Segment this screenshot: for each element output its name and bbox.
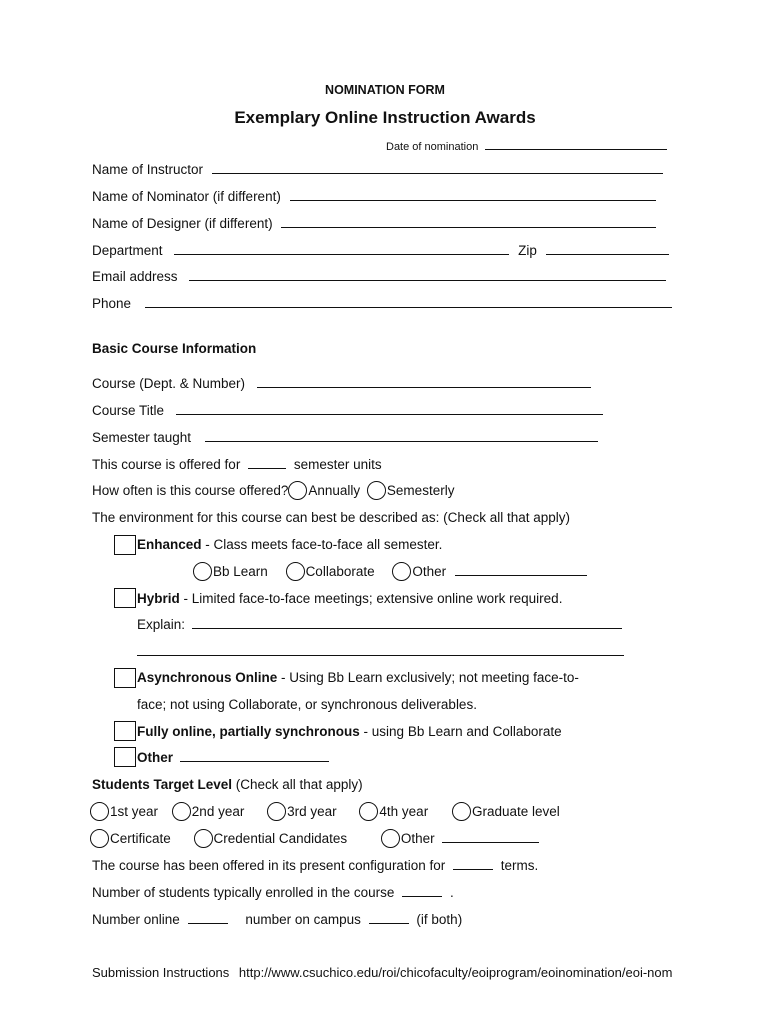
collaborate-label: Collaborate bbox=[305, 564, 375, 580]
async-checkbox[interactable] bbox=[114, 668, 136, 688]
other-env-checkbox[interactable] bbox=[114, 747, 136, 767]
units-field[interactable] bbox=[248, 456, 286, 469]
phone-label: Phone bbox=[92, 296, 132, 311]
config-row bbox=[92, 857, 538, 875]
enrolled-field[interactable] bbox=[402, 884, 442, 897]
certificate-label: Certificate bbox=[110, 831, 171, 847]
instructor-row bbox=[92, 161, 663, 179]
designer-row bbox=[92, 215, 656, 233]
instructor-label: Name of Instructor bbox=[92, 162, 204, 177]
campus-field[interactable] bbox=[369, 911, 409, 924]
course-title-label: Course Title bbox=[92, 403, 165, 418]
students-row-2 bbox=[90, 830, 539, 849]
designer-field[interactable] bbox=[281, 215, 656, 228]
enhanced-other-radio[interactable] bbox=[392, 562, 411, 581]
explain-row-2 bbox=[137, 643, 624, 661]
enhanced-row bbox=[137, 536, 442, 554]
phone-field[interactable] bbox=[145, 295, 672, 308]
config-field[interactable] bbox=[453, 857, 493, 870]
date-field[interactable] bbox=[485, 137, 667, 150]
students-row-1 bbox=[90, 803, 560, 822]
async-desc: - Using Bb Learn exclusively; not meeting face-to- bbox=[277, 670, 579, 685]
first-year-label: 1st year bbox=[110, 804, 159, 820]
first-year-radio[interactable] bbox=[90, 802, 109, 821]
annually-label: Annually bbox=[308, 483, 361, 499]
online-label: Number online bbox=[92, 912, 180, 927]
graduate-label: Graduate level bbox=[471, 804, 560, 820]
course-title-field[interactable] bbox=[176, 402, 603, 415]
credential-radio[interactable] bbox=[194, 829, 213, 848]
course-info-heading: Basic Course Information bbox=[92, 341, 257, 356]
second-year-label: 2nd year bbox=[191, 804, 245, 820]
instructor-field[interactable] bbox=[212, 161, 663, 174]
units-suffix: semester units bbox=[293, 457, 382, 472]
enrolled-suffix: . bbox=[449, 885, 454, 900]
department-row bbox=[92, 242, 669, 260]
enrolled-row bbox=[92, 884, 454, 902]
nominator-label: Name of Nominator (if different) bbox=[92, 189, 281, 204]
zip-label: Zip bbox=[518, 243, 537, 258]
units-row bbox=[92, 456, 382, 474]
hybrid-title: Hybrid bbox=[137, 591, 180, 606]
often-label: How often is this course offered? bbox=[92, 483, 289, 499]
date-row bbox=[386, 137, 667, 156]
submission-row bbox=[92, 964, 672, 982]
submission-url[interactable]: http://www.csuchico.edu/roi/chicofaculty/eoiprogram/eoinomination/eoi-nom bbox=[238, 965, 673, 980]
other-env-title: Other bbox=[137, 750, 174, 765]
students-other-field[interactable] bbox=[442, 830, 539, 843]
email-row bbox=[92, 268, 666, 286]
enhanced-other-label: Other bbox=[412, 564, 447, 580]
date-label: Date of nomination bbox=[386, 141, 479, 153]
second-year-radio[interactable] bbox=[172, 802, 191, 821]
zip-field[interactable] bbox=[546, 242, 669, 255]
fourth-year-label: 4th year bbox=[379, 804, 429, 820]
enhanced-checkbox[interactable] bbox=[114, 535, 136, 555]
phone-row bbox=[92, 295, 672, 313]
fully-online-row bbox=[137, 723, 562, 741]
nominator-row bbox=[92, 188, 656, 206]
nominator-field[interactable] bbox=[290, 188, 656, 201]
bb-learn-radio[interactable] bbox=[193, 562, 212, 581]
enrolled-label: Number of students typically enrolled in the course bbox=[92, 885, 395, 900]
campus-label: number on campus bbox=[245, 912, 361, 927]
hybrid-checkbox[interactable] bbox=[114, 588, 136, 608]
certificate-radio[interactable] bbox=[90, 829, 109, 848]
submission-label: Submission Instructions bbox=[92, 965, 230, 980]
page-title: Exemplary Online Instruction Awards bbox=[234, 108, 536, 127]
semesterly-radio[interactable] bbox=[367, 481, 386, 500]
config-label: The course has been offered in its present configuration for bbox=[92, 858, 446, 873]
config-suffix: terms. bbox=[500, 858, 539, 873]
third-year-label: 3rd year bbox=[287, 804, 337, 820]
enhanced-options-row bbox=[193, 563, 587, 582]
explain-field[interactable] bbox=[192, 616, 622, 629]
often-row bbox=[92, 482, 454, 501]
students-heading-row bbox=[92, 776, 363, 794]
other-env-row bbox=[137, 749, 329, 767]
department-label: Department bbox=[92, 243, 163, 258]
collaborate-radio[interactable] bbox=[286, 562, 305, 581]
email-field[interactable] bbox=[189, 268, 666, 281]
course-row bbox=[92, 375, 591, 393]
both-note: (if both) bbox=[416, 912, 463, 927]
async-row bbox=[137, 669, 579, 687]
students-heading-note: (Check all that apply) bbox=[232, 777, 363, 792]
async-title: Asynchronous Online bbox=[137, 670, 278, 685]
online-campus-row bbox=[92, 911, 462, 929]
semesterly-label: Semesterly bbox=[386, 483, 455, 499]
students-heading: Students Target Level bbox=[92, 777, 233, 792]
other-env-field[interactable] bbox=[180, 749, 329, 762]
course-label: Course (Dept. & Number) bbox=[92, 376, 246, 391]
credential-label: Credential Candidates bbox=[213, 831, 348, 847]
students-other-radio[interactable] bbox=[381, 829, 400, 848]
semester-label: Semester taught bbox=[92, 430, 192, 445]
designer-label: Name of Designer (if different) bbox=[92, 216, 273, 231]
explain-label: Explain: bbox=[137, 617, 186, 632]
form-label: NOMINATION FORM bbox=[325, 83, 445, 97]
third-year-radio[interactable] bbox=[267, 802, 286, 821]
semester-row bbox=[92, 429, 598, 447]
online-field[interactable] bbox=[188, 911, 228, 924]
explain-row bbox=[137, 616, 622, 634]
annually-radio[interactable] bbox=[288, 481, 307, 500]
fully-online-title: Fully online, partially synchronous bbox=[137, 724, 360, 739]
fourth-year-radio[interactable] bbox=[359, 802, 378, 821]
units-label: This course is offered for bbox=[92, 457, 241, 472]
enhanced-title: Enhanced bbox=[137, 537, 202, 552]
bb-learn-label: Bb Learn bbox=[213, 564, 268, 580]
enhanced-desc: - Class meets face-to-face all semester. bbox=[201, 537, 443, 552]
course-title-row bbox=[92, 402, 603, 420]
department-field[interactable] bbox=[174, 242, 509, 255]
explain-field-2[interactable] bbox=[137, 643, 624, 656]
fully-online-checkbox[interactable] bbox=[114, 721, 136, 741]
hybrid-row bbox=[137, 590, 562, 608]
hybrid-desc: - Limited face-to-face meetings; extensive online work required. bbox=[179, 591, 563, 606]
enhanced-other-field[interactable] bbox=[455, 563, 587, 576]
semester-field[interactable] bbox=[205, 429, 598, 442]
email-label: Email address bbox=[92, 269, 178, 284]
async-desc-2: face; not using Collaborate, or synchronous deliverables. bbox=[137, 697, 477, 712]
students-other-label: Other bbox=[400, 831, 435, 847]
env-question: The environment for this course can best be described as: (Check all that apply) bbox=[92, 510, 570, 525]
course-field[interactable] bbox=[257, 375, 591, 388]
fully-online-desc: - using Bb Learn and Collaborate bbox=[359, 724, 562, 739]
graduate-radio[interactable] bbox=[452, 802, 471, 821]
